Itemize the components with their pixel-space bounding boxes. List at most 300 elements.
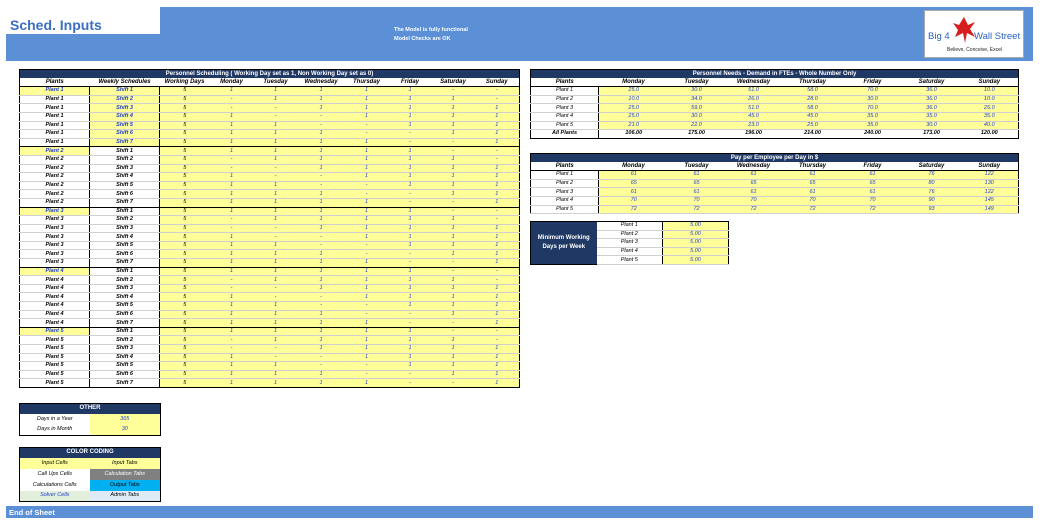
demand-cell[interactable]: 36.0 <box>903 104 961 113</box>
schedule-cell[interactable]: - <box>432 327 475 336</box>
schedule-cell[interactable]: 1 <box>210 362 254 371</box>
schedule-cell[interactable]: 1 <box>345 327 389 336</box>
schedule-cell[interactable]: - <box>475 87 520 96</box>
demand-cell[interactable]: 10.0 <box>599 95 669 104</box>
pay-cell[interactable]: 65 <box>725 179 783 188</box>
schedule-cell[interactable]: 1 <box>254 155 298 164</box>
schedule-cell[interactable]: - <box>254 233 298 242</box>
schedule-cell[interactable]: 1 <box>345 216 389 225</box>
schedule-cell[interactable]: 1 <box>210 121 254 130</box>
schedule-cell[interactable]: 1 <box>210 379 254 388</box>
schedule-cell[interactable]: 1 <box>475 319 520 328</box>
demand-cell[interactable]: 25.0 <box>599 104 669 113</box>
schedule-cell[interactable]: - <box>254 224 298 233</box>
schedule-cell[interactable]: 5 <box>160 379 210 388</box>
demand-cell[interactable]: 70.0 <box>843 104 903 113</box>
schedule-cell[interactable]: 1 <box>298 207 345 216</box>
schedule-cell[interactable]: 1 <box>254 130 298 139</box>
schedule-cell[interactable]: 1 <box>475 362 520 371</box>
schedule-cell[interactable]: 5 <box>160 250 210 259</box>
schedule-cell[interactable]: 1 <box>389 353 432 362</box>
schedule-cell[interactable]: 1 <box>432 104 475 113</box>
pay-cell[interactable]: 122 <box>961 171 1019 180</box>
schedule-cell[interactable]: - <box>345 130 389 139</box>
schedule-cell[interactable]: 1 <box>432 224 475 233</box>
schedule-cell[interactable]: 1 <box>475 224 520 233</box>
schedule-cell[interactable]: 5 <box>160 164 210 173</box>
other-value[interactable]: 365 <box>90 414 161 425</box>
schedule-cell[interactable]: 1 <box>210 147 254 156</box>
schedule-cell[interactable]: 1 <box>210 302 254 311</box>
schedule-cell[interactable]: 1 <box>432 302 475 311</box>
demand-cell[interactable]: 28.0 <box>783 95 843 104</box>
schedule-cell[interactable]: 1 <box>475 130 520 139</box>
schedule-cell[interactable]: 1 <box>298 370 345 379</box>
schedule-cell[interactable]: 1 <box>298 95 345 104</box>
pay-cell[interactable]: 72 <box>599 205 669 214</box>
schedule-cell[interactable]: 1 <box>389 121 432 130</box>
schedule-cell[interactable]: 1 <box>432 216 475 225</box>
schedule-cell[interactable]: - <box>475 276 520 285</box>
schedule-cell[interactable]: 1 <box>475 293 520 302</box>
schedule-cell[interactable]: 1 <box>254 181 298 190</box>
schedule-cell[interactable]: 1 <box>298 130 345 139</box>
schedule-cell[interactable]: 1 <box>254 207 298 216</box>
schedule-cell[interactable]: 1 <box>210 198 254 207</box>
schedule-cell[interactable]: 1 <box>254 327 298 336</box>
schedule-cell[interactable]: - <box>210 155 254 164</box>
schedule-cell[interactable]: 1 <box>254 87 298 96</box>
schedule-cell[interactable]: 1 <box>389 241 432 250</box>
schedule-cell[interactable]: 1 <box>210 130 254 139</box>
schedule-cell[interactable]: 1 <box>389 87 432 96</box>
schedule-cell[interactable]: 1 <box>345 353 389 362</box>
schedule-cell[interactable]: 5 <box>160 327 210 336</box>
pay-cell[interactable]: 76 <box>903 171 961 180</box>
schedule-cell[interactable]: 1 <box>210 190 254 199</box>
schedule-cell[interactable]: - <box>432 138 475 147</box>
demand-cell[interactable]: 34.0 <box>669 95 725 104</box>
pay-cell[interactable]: 61 <box>783 171 843 180</box>
schedule-cell[interactable]: 1 <box>475 190 520 199</box>
schedule-cell[interactable]: - <box>298 302 345 311</box>
schedule-cell[interactable]: 1 <box>475 353 520 362</box>
schedule-cell[interactable]: 1 <box>210 138 254 147</box>
schedule-cell[interactable]: 5 <box>160 207 210 216</box>
demand-cell[interactable]: 10.0 <box>961 87 1019 96</box>
demand-cell[interactable]: 58.0 <box>783 104 843 113</box>
schedule-cell[interactable]: 1 <box>254 147 298 156</box>
schedule-cell[interactable]: 1 <box>210 310 254 319</box>
schedule-cell[interactable]: 1 <box>345 336 389 345</box>
pay-cell[interactable]: 130 <box>961 179 1019 188</box>
schedule-cell[interactable]: - <box>210 345 254 354</box>
schedule-cell[interactable]: 1 <box>389 267 432 276</box>
schedule-cell[interactable]: 1 <box>298 87 345 96</box>
schedule-cell[interactable]: 5 <box>160 112 210 121</box>
demand-cell[interactable]: 26.0 <box>725 95 783 104</box>
schedule-cell[interactable]: - <box>298 362 345 371</box>
schedule-cell[interactable]: 1 <box>345 104 389 113</box>
schedule-cell[interactable]: 1 <box>210 327 254 336</box>
schedule-cell[interactable]: - <box>345 362 389 371</box>
schedule-cell[interactable]: 1 <box>345 112 389 121</box>
demand-cell[interactable]: 30.0 <box>669 87 725 96</box>
demand-cell[interactable]: 25.0 <box>599 112 669 121</box>
schedule-cell[interactable]: 1 <box>475 259 520 268</box>
schedule-cell[interactable]: 1 <box>298 250 345 259</box>
schedule-cell[interactable]: 1 <box>389 345 432 354</box>
demand-cell[interactable]: 45.0 <box>783 112 843 121</box>
schedule-cell[interactable]: 5 <box>160 138 210 147</box>
schedule-cell[interactable]: 1 <box>210 293 254 302</box>
schedule-cell[interactable]: 1 <box>475 250 520 259</box>
schedule-cell[interactable]: - <box>432 87 475 96</box>
schedule-cell[interactable]: - <box>210 95 254 104</box>
demand-cell[interactable]: 35.0 <box>843 112 903 121</box>
schedule-cell[interactable]: 5 <box>160 121 210 130</box>
schedule-cell[interactable]: 1 <box>389 302 432 311</box>
schedule-cell[interactable]: 1 <box>432 284 475 293</box>
schedule-cell[interactable]: 1 <box>254 95 298 104</box>
pay-cell[interactable]: 65 <box>669 179 725 188</box>
schedule-cell[interactable]: 1 <box>345 87 389 96</box>
pay-cell[interactable]: 61 <box>725 171 783 180</box>
schedule-cell[interactable]: 1 <box>298 198 345 207</box>
pay-cell[interactable]: 80 <box>903 179 961 188</box>
pay-cell[interactable]: 72 <box>843 205 903 214</box>
schedule-cell[interactable]: 1 <box>389 104 432 113</box>
schedule-cell[interactable]: - <box>389 379 432 388</box>
schedule-cell[interactable]: 1 <box>254 121 298 130</box>
schedule-cell[interactable]: 1 <box>432 181 475 190</box>
schedule-cell[interactable]: - <box>254 345 298 354</box>
schedule-cell[interactable]: 5 <box>160 345 210 354</box>
schedule-cell[interactable]: 1 <box>389 155 432 164</box>
schedule-cell[interactable]: - <box>432 319 475 328</box>
schedule-cell[interactable]: 1 <box>210 241 254 250</box>
schedule-cell[interactable]: 5 <box>160 241 210 250</box>
demand-cell[interactable]: 51.0 <box>725 104 783 113</box>
schedule-cell[interactable]: 1 <box>298 190 345 199</box>
schedule-cell[interactable]: 1 <box>389 276 432 285</box>
pay-cell[interactable]: 65 <box>783 179 843 188</box>
schedule-cell[interactable]: - <box>475 336 520 345</box>
schedule-cell[interactable]: - <box>210 276 254 285</box>
schedule-cell[interactable]: - <box>345 190 389 199</box>
pay-cell[interactable]: 145 <box>961 196 1019 205</box>
demand-cell[interactable]: 70.0 <box>843 87 903 96</box>
schedule-cell[interactable]: 5 <box>160 319 210 328</box>
pay-cell[interactable]: 61 <box>843 171 903 180</box>
schedule-cell[interactable]: 5 <box>160 147 210 156</box>
demand-cell[interactable]: 30.0 <box>903 121 961 130</box>
schedule-cell[interactable]: 1 <box>432 353 475 362</box>
schedule-cell[interactable]: 1 <box>475 302 520 311</box>
schedule-cell[interactable]: 1 <box>432 241 475 250</box>
schedule-cell[interactable]: - <box>345 241 389 250</box>
schedule-cell[interactable]: 1 <box>432 250 475 259</box>
demand-cell[interactable]: 51.0 <box>725 87 783 96</box>
demand-cell[interactable]: 25.0 <box>961 104 1019 113</box>
schedule-cell[interactable]: 1 <box>298 164 345 173</box>
min-days-cell[interactable]: 5.00 <box>663 256 729 265</box>
schedule-cell[interactable]: 1 <box>254 276 298 285</box>
schedule-cell[interactable]: - <box>298 293 345 302</box>
demand-cell[interactable]: 23.0 <box>725 121 783 130</box>
schedule-cell[interactable]: - <box>345 310 389 319</box>
schedule-cell[interactable]: - <box>389 198 432 207</box>
schedule-cell[interactable]: 1 <box>475 233 520 242</box>
schedule-cell[interactable]: 1 <box>345 276 389 285</box>
schedule-cell[interactable]: 5 <box>160 224 210 233</box>
schedule-cell[interactable]: 1 <box>254 216 298 225</box>
schedule-cell[interactable]: - <box>254 284 298 293</box>
schedule-cell[interactable]: 1 <box>475 284 520 293</box>
schedule-cell[interactable]: 1 <box>298 319 345 328</box>
schedule-cell[interactable]: 1 <box>298 345 345 354</box>
demand-cell[interactable]: 36.0 <box>903 95 961 104</box>
pay-cell[interactable]: 61 <box>669 171 725 180</box>
schedule-cell[interactable]: 1 <box>254 319 298 328</box>
pay-cell[interactable]: 61 <box>669 188 725 197</box>
schedule-cell[interactable]: 1 <box>389 224 432 233</box>
schedule-cell[interactable]: 1 <box>432 112 475 121</box>
schedule-cell[interactable]: 5 <box>160 267 210 276</box>
schedule-cell[interactable]: - <box>475 267 520 276</box>
schedule-cell[interactable]: 1 <box>432 95 475 104</box>
schedule-cell[interactable]: 5 <box>160 353 210 362</box>
schedule-cell[interactable]: 1 <box>389 293 432 302</box>
pay-cell[interactable]: 149 <box>961 205 1019 214</box>
schedule-cell[interactable]: 1 <box>210 207 254 216</box>
schedule-cell[interactable]: - <box>298 112 345 121</box>
schedule-cell[interactable]: 1 <box>432 173 475 182</box>
schedule-cell[interactable]: 1 <box>210 112 254 121</box>
schedule-cell[interactable]: 1 <box>475 104 520 113</box>
schedule-cell[interactable]: 1 <box>210 181 254 190</box>
schedule-cell[interactable]: 5 <box>160 302 210 311</box>
schedule-cell[interactable]: 5 <box>160 276 210 285</box>
pay-cell[interactable]: 65 <box>843 179 903 188</box>
demand-cell[interactable]: 59.0 <box>669 104 725 113</box>
schedule-cell[interactable]: 5 <box>160 87 210 96</box>
schedule-cell[interactable]: 1 <box>475 370 520 379</box>
schedule-cell[interactable]: 1 <box>345 224 389 233</box>
pay-cell[interactable]: 72 <box>669 205 725 214</box>
schedule-cell[interactable]: - <box>210 284 254 293</box>
schedule-cell[interactable]: - <box>345 121 389 130</box>
schedule-cell[interactable]: 5 <box>160 198 210 207</box>
schedule-cell[interactable]: 1 <box>298 155 345 164</box>
pay-cell[interactable]: 61 <box>725 188 783 197</box>
demand-cell[interactable]: 36.0 <box>903 87 961 96</box>
schedule-cell[interactable]: 1 <box>432 155 475 164</box>
schedule-cell[interactable]: - <box>475 95 520 104</box>
schedule-cell[interactable]: 1 <box>432 336 475 345</box>
schedule-cell[interactable]: 1 <box>298 276 345 285</box>
pay-cell[interactable]: 90 <box>903 196 961 205</box>
schedule-cell[interactable]: 1 <box>210 173 254 182</box>
pay-cell[interactable]: 61 <box>599 171 669 180</box>
demand-cell[interactable]: 35.0 <box>843 121 903 130</box>
pay-cell[interactable]: 72 <box>725 205 783 214</box>
schedule-cell[interactable]: 1 <box>345 267 389 276</box>
schedule-cell[interactable]: 1 <box>210 233 254 242</box>
schedule-cell[interactable]: 5 <box>160 155 210 164</box>
schedule-cell[interactable]: 1 <box>210 353 254 362</box>
demand-cell[interactable]: 30.0 <box>843 95 903 104</box>
schedule-cell[interactable]: - <box>210 164 254 173</box>
schedule-cell[interactable]: 5 <box>160 130 210 139</box>
schedule-cell[interactable]: - <box>432 207 475 216</box>
pay-cell[interactable]: 93 <box>903 205 961 214</box>
schedule-cell[interactable]: 5 <box>160 104 210 113</box>
schedule-cell[interactable]: - <box>254 293 298 302</box>
schedule-cell[interactable]: 1 <box>210 250 254 259</box>
schedule-cell[interactable]: 1 <box>475 121 520 130</box>
schedule-cell[interactable]: 1 <box>389 207 432 216</box>
schedule-cell[interactable]: - <box>298 233 345 242</box>
pay-cell[interactable]: 61 <box>843 188 903 197</box>
schedule-cell[interactable]: 1 <box>389 327 432 336</box>
schedule-cell[interactable]: - <box>389 370 432 379</box>
schedule-cell[interactable]: - <box>254 173 298 182</box>
schedule-cell[interactable]: - <box>432 147 475 156</box>
schedule-cell[interactable]: 1 <box>345 345 389 354</box>
schedule-cell[interactable]: - <box>298 241 345 250</box>
demand-cell[interactable]: 35.0 <box>961 112 1019 121</box>
schedule-cell[interactable]: 1 <box>298 224 345 233</box>
schedule-cell[interactable]: 1 <box>345 233 389 242</box>
schedule-cell[interactable]: 5 <box>160 284 210 293</box>
demand-cell[interactable]: 58.0 <box>783 87 843 96</box>
schedule-cell[interactable]: 1 <box>254 190 298 199</box>
schedule-cell[interactable]: - <box>475 327 520 336</box>
schedule-cell[interactable]: 1 <box>475 173 520 182</box>
schedule-cell[interactable]: 1 <box>254 267 298 276</box>
schedule-cell[interactable]: - <box>210 104 254 113</box>
schedule-cell[interactable]: - <box>345 181 389 190</box>
schedule-cell[interactable]: 1 <box>254 379 298 388</box>
schedule-cell[interactable]: 1 <box>389 181 432 190</box>
schedule-cell[interactable]: 1 <box>432 130 475 139</box>
pay-cell[interactable]: 70 <box>725 196 783 205</box>
schedule-cell[interactable]: - <box>432 259 475 268</box>
schedule-cell[interactable]: 1 <box>475 112 520 121</box>
schedule-cell[interactable]: 1 <box>475 345 520 354</box>
schedule-cell[interactable]: 1 <box>298 259 345 268</box>
schedule-cell[interactable]: 1 <box>254 138 298 147</box>
schedule-cell[interactable]: 5 <box>160 259 210 268</box>
schedule-cell[interactable]: 1 <box>432 310 475 319</box>
demand-cell[interactable]: 25.0 <box>783 121 843 130</box>
schedule-cell[interactable]: - <box>210 336 254 345</box>
schedule-cell[interactable]: 1 <box>345 147 389 156</box>
schedule-cell[interactable]: 1 <box>432 370 475 379</box>
schedule-cell[interactable]: - <box>298 173 345 182</box>
schedule-cell[interactable]: 1 <box>432 164 475 173</box>
pay-cell[interactable]: 76 <box>903 188 961 197</box>
schedule-cell[interactable]: 1 <box>254 302 298 311</box>
schedule-cell[interactable]: 1 <box>345 155 389 164</box>
schedule-cell[interactable]: 1 <box>254 259 298 268</box>
schedule-cell[interactable]: 1 <box>389 147 432 156</box>
schedule-cell[interactable]: 1 <box>210 87 254 96</box>
schedule-cell[interactable]: 1 <box>432 121 475 130</box>
schedule-cell[interactable]: 1 <box>475 379 520 388</box>
schedule-cell[interactable]: - <box>389 319 432 328</box>
schedule-cell[interactable]: 1 <box>298 327 345 336</box>
schedule-cell[interactable]: 1 <box>389 173 432 182</box>
other-value[interactable]: 30 <box>90 425 161 436</box>
demand-cell[interactable]: 35.0 <box>903 112 961 121</box>
pay-cell[interactable]: 65 <box>599 179 669 188</box>
schedule-cell[interactable]: 5 <box>160 362 210 371</box>
pay-cell[interactable]: 61 <box>599 188 669 197</box>
schedule-cell[interactable]: 5 <box>160 336 210 345</box>
pay-cell[interactable]: 122 <box>961 188 1019 197</box>
pay-cell[interactable]: 70 <box>783 196 843 205</box>
schedule-cell[interactable]: 1 <box>298 104 345 113</box>
schedule-cell[interactable]: 1 <box>389 336 432 345</box>
schedule-cell[interactable]: 1 <box>345 293 389 302</box>
schedule-cell[interactable]: 1 <box>345 164 389 173</box>
schedule-cell[interactable]: - <box>475 155 520 164</box>
schedule-cell[interactable]: - <box>254 353 298 362</box>
schedule-cell[interactable]: 5 <box>160 293 210 302</box>
pay-cell[interactable]: 70 <box>669 196 725 205</box>
demand-cell[interactable]: 10.0 <box>961 95 1019 104</box>
schedule-cell[interactable]: 1 <box>432 345 475 354</box>
schedule-cell[interactable]: 1 <box>254 310 298 319</box>
schedule-cell[interactable]: 5 <box>160 370 210 379</box>
schedule-cell[interactable]: - <box>254 104 298 113</box>
schedule-cell[interactable]: 1 <box>298 138 345 147</box>
schedule-cell[interactable]: - <box>475 207 520 216</box>
schedule-cell[interactable]: 1 <box>345 207 389 216</box>
schedule-cell[interactable]: 1 <box>475 138 520 147</box>
schedule-cell[interactable]: 1 <box>210 259 254 268</box>
schedule-cell[interactable]: - <box>210 224 254 233</box>
schedule-cell[interactable]: - <box>475 216 520 225</box>
demand-cell[interactable]: 21.0 <box>599 121 669 130</box>
schedule-cell[interactable]: - <box>389 190 432 199</box>
schedule-cell[interactable]: - <box>254 164 298 173</box>
schedule-cell[interactable]: - <box>389 250 432 259</box>
pay-cell[interactable]: 70 <box>843 196 903 205</box>
schedule-cell[interactable]: - <box>432 267 475 276</box>
pay-cell[interactable]: 61 <box>783 188 843 197</box>
schedule-cell[interactable]: 1 <box>345 379 389 388</box>
schedule-cell[interactable]: 1 <box>298 147 345 156</box>
demand-cell[interactable]: 25.0 <box>599 87 669 96</box>
schedule-cell[interactable]: 1 <box>475 181 520 190</box>
min-days-cell[interactable]: 5.00 <box>663 222 729 231</box>
schedule-cell[interactable]: 5 <box>160 190 210 199</box>
schedule-cell[interactable]: - <box>298 181 345 190</box>
schedule-cell[interactable]: - <box>345 370 389 379</box>
min-days-cell[interactable]: 5.00 <box>663 239 729 248</box>
pay-cell[interactable]: 72 <box>783 205 843 214</box>
schedule-cell[interactable]: - <box>432 198 475 207</box>
schedule-cell[interactable]: 1 <box>475 164 520 173</box>
schedule-cell[interactable]: 1 <box>389 112 432 121</box>
schedule-cell[interactable]: - <box>298 353 345 362</box>
schedule-cell[interactable]: 5 <box>160 310 210 319</box>
schedule-cell[interactable]: 1 <box>432 190 475 199</box>
demand-cell[interactable]: 30.0 <box>669 112 725 121</box>
